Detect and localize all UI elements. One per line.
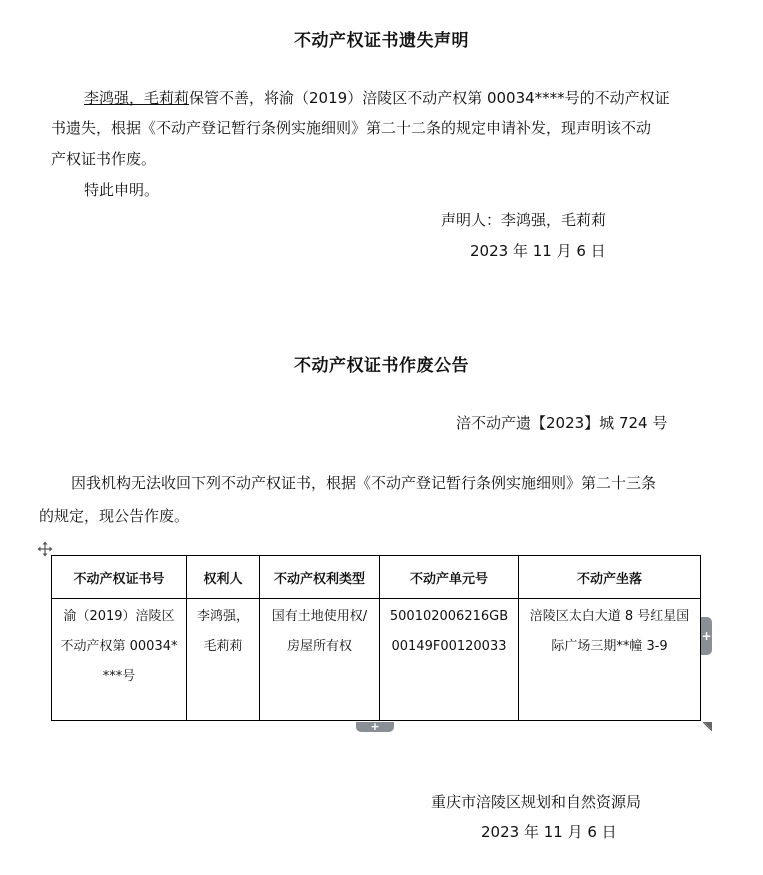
document-number: 涪不动产遗【2023】城 724 号 bbox=[456, 414, 668, 432]
declaration-para-line2: 书遗失，根据《不动产登记暂行条例实施细则》第二十二条的规定申请补发，现声明该不动 bbox=[51, 119, 652, 137]
cell-owner[interactable] bbox=[187, 599, 260, 721]
cell-text: 渝（2019）涪陵区 bbox=[63, 609, 175, 624]
announcement-date: 2023 年 11 月 6 日 bbox=[481, 823, 617, 841]
header-unit-no: 不动产单元号 bbox=[380, 556, 519, 599]
header-owner: 权利人 bbox=[187, 556, 260, 599]
issuer: 重庆市涪陵区规划和自然资源局 bbox=[431, 793, 642, 811]
declaration-date: 2023 年 11 月 6 日 bbox=[470, 242, 606, 260]
special-note: 特此申明。 bbox=[84, 181, 160, 199]
declarant-signature: 声明人：李鸿强，毛莉莉 bbox=[441, 211, 607, 229]
header-cert-no: 不动产权证书号 bbox=[52, 556, 187, 599]
cell-text: 国有土地使用权/ bbox=[271, 609, 368, 624]
cell-text: 毛莉莉 bbox=[203, 639, 243, 654]
cell-text: 房屋所有权 bbox=[286, 639, 352, 654]
cell-text: 涪陵区太白大道 8 号红星国 bbox=[529, 609, 690, 624]
cell-right-type[interactable] bbox=[260, 599, 380, 721]
announcement-para-line1: 因我机构无法收回下列不动产权证书，根据《不动产登记暂行条例实施细则》第二十三条 bbox=[71, 474, 657, 492]
cell-text: 不动产权第 00034* bbox=[60, 639, 178, 654]
declaration-para-line3: 产权证书作废。 bbox=[51, 150, 157, 168]
declaration-title: 不动产权证书遗失声明 bbox=[294, 31, 469, 51]
plus-icon: + bbox=[370, 720, 380, 733]
cell-text: 500102006216GB bbox=[389, 609, 509, 624]
cell-location[interactable] bbox=[519, 599, 701, 721]
declaration-para-line1 bbox=[84, 87, 670, 108]
void-certificate-table bbox=[51, 555, 701, 721]
header-location: 不动产坐落 bbox=[519, 556, 701, 599]
announcement-title: 不动产权证书作废公告 bbox=[294, 356, 469, 376]
cell-text: ***号 bbox=[102, 669, 136, 684]
plus-icon: + bbox=[701, 629, 712, 643]
resize-icon[interactable] bbox=[703, 722, 712, 731]
cell-unit-no[interactable] bbox=[380, 599, 519, 721]
announcement-para-line2: 的规定，现公告作废。 bbox=[39, 507, 190, 525]
table-row bbox=[52, 599, 701, 721]
cell-text: 00149F00120033 bbox=[391, 639, 507, 654]
cell-cert-no[interactable] bbox=[52, 599, 187, 721]
cell-text: 李鸿强， bbox=[196, 609, 249, 624]
table-header-row bbox=[52, 556, 701, 599]
add-column-button[interactable] bbox=[701, 617, 712, 655]
declarant-names: 李鸿强，毛莉莉 bbox=[84, 89, 190, 107]
add-row-button[interactable] bbox=[356, 722, 394, 732]
cell-text: 际广场三期**幢 3-9 bbox=[551, 639, 668, 654]
header-right-type: 不动产权利类型 bbox=[260, 556, 380, 599]
declaration-para-line1-rest: 保管不善，将渝（2019）涪陵区不动产权第 00034****号的不动产权证 bbox=[189, 89, 670, 107]
